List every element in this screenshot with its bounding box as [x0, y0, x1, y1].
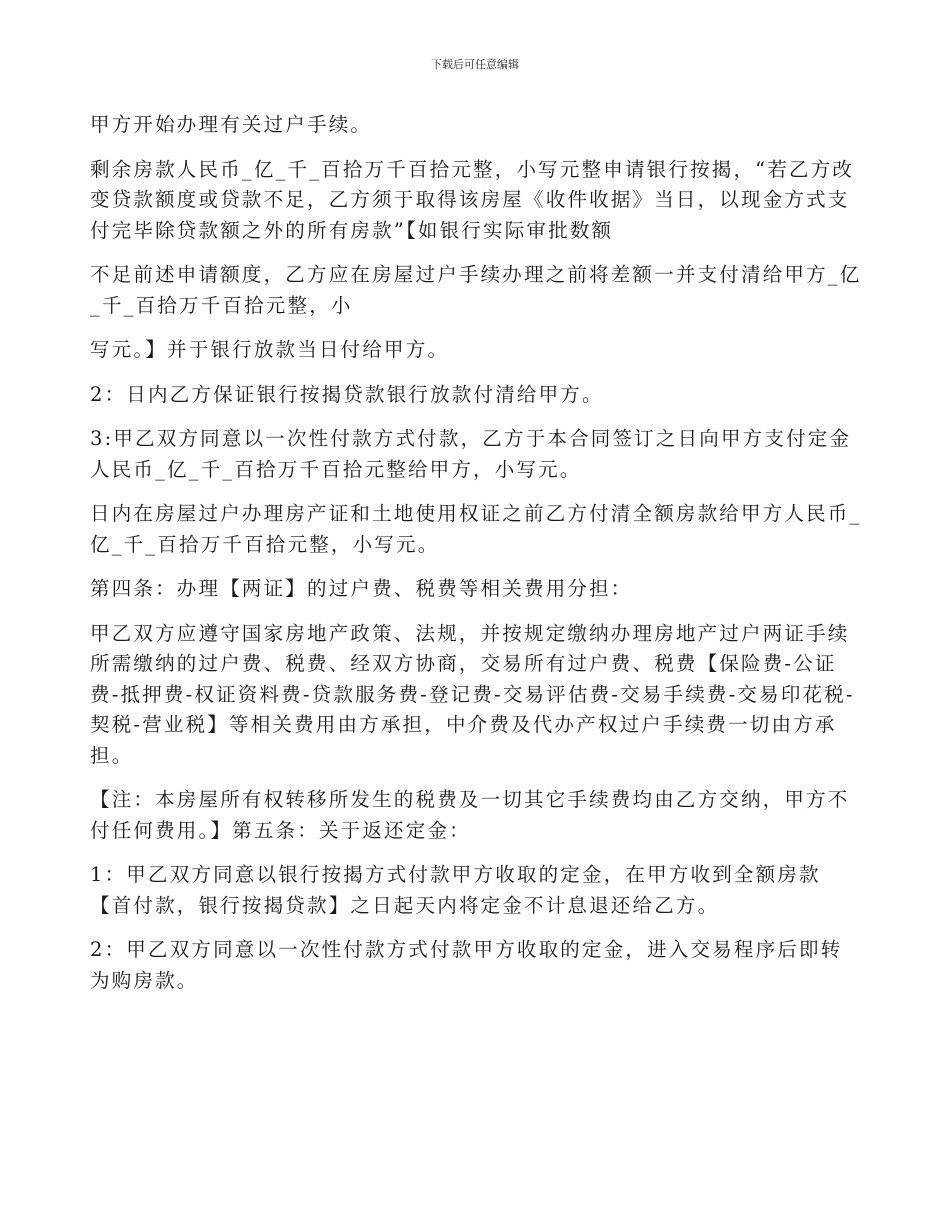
document-body	[90, 110, 862, 1010]
paragraph-note-article-5: 【注：本房屋所有权转移所发生的税费及一切其它手续费均由乙方交纳，甲方不付任何费用。】第五条：关于返还定金：	[90, 788, 850, 842]
page-header: 下载后可任意编辑	[431, 58, 519, 71]
paragraph-clause-2: 2：日内乙方保证银行按揭贷款银行放款付清给甲方。	[90, 382, 604, 406]
paragraph-full-payment: 日内在房屋过户办理房产证和土地使用权证之前乙方付清全额房款给甲方人民币_亿_千_百拾万千百拾元整，小写元。	[90, 502, 862, 556]
paragraph-remaining-payment: 剩余房款人民币_亿_千_百拾万千百拾元整，小写元整申请银行按揭，“若乙方改变贷款额度或贷款不足，乙方须于取得该房屋《收件收据》当日，以现金方式支付完毕除贷款额之外的所有房款”【如银行实际审批数额	[90, 157, 855, 242]
paragraph-transfer-start: 甲方开始办理有关过户手续。	[90, 113, 373, 136]
paragraph-clause-3: 3:甲乙双方同意以一次性付款方式付款，乙方于本合同签订之日向甲方支付定金人民币_亿_千_百拾万千百拾元整给甲方，小写元。	[90, 427, 852, 481]
section-heading-article-4: 第四条：办理【两证】的过户费、税费等相关费用分担：	[90, 577, 633, 600]
paragraph-fees: 甲乙双方应遵守国家房地产政策、法规，并按规定缴纳办理房地产过户两证手续所需缴纳的过户费、税费、经双方协商，交易所有过户费、税费【保险费-公证费-抵押费-权证资料费-贷款服务费-登记费-交易评估费-交易手续费-交易印花税-契税-营业税】等相关费用由方承担，中介费及代办产权过户手续费一切由方承担。	[90, 621, 855, 767]
paragraph-bank-release: 写元。】并于银行放款当日付给甲方。	[90, 338, 450, 361]
paragraph-deposit-refund-1: 1：甲乙双方同意以银行按揭方式付款甲方收取的定金，在甲方收到全额房款【首付款，银行按揭贷款】之日起天内将定金不计息退还给乙方。	[90, 863, 821, 917]
paragraph-shortfall: 不足前述申请额度，乙方应在房屋过户手续办理之前将差额一并支付清给甲方_亿_千_百拾万千百拾元整，小	[90, 263, 862, 317]
paragraph-deposit-refund-2: 2：甲乙双方同意以一次性付款方式付款甲方收取的定金，进入交易程序后即转为购房款。	[90, 938, 843, 992]
